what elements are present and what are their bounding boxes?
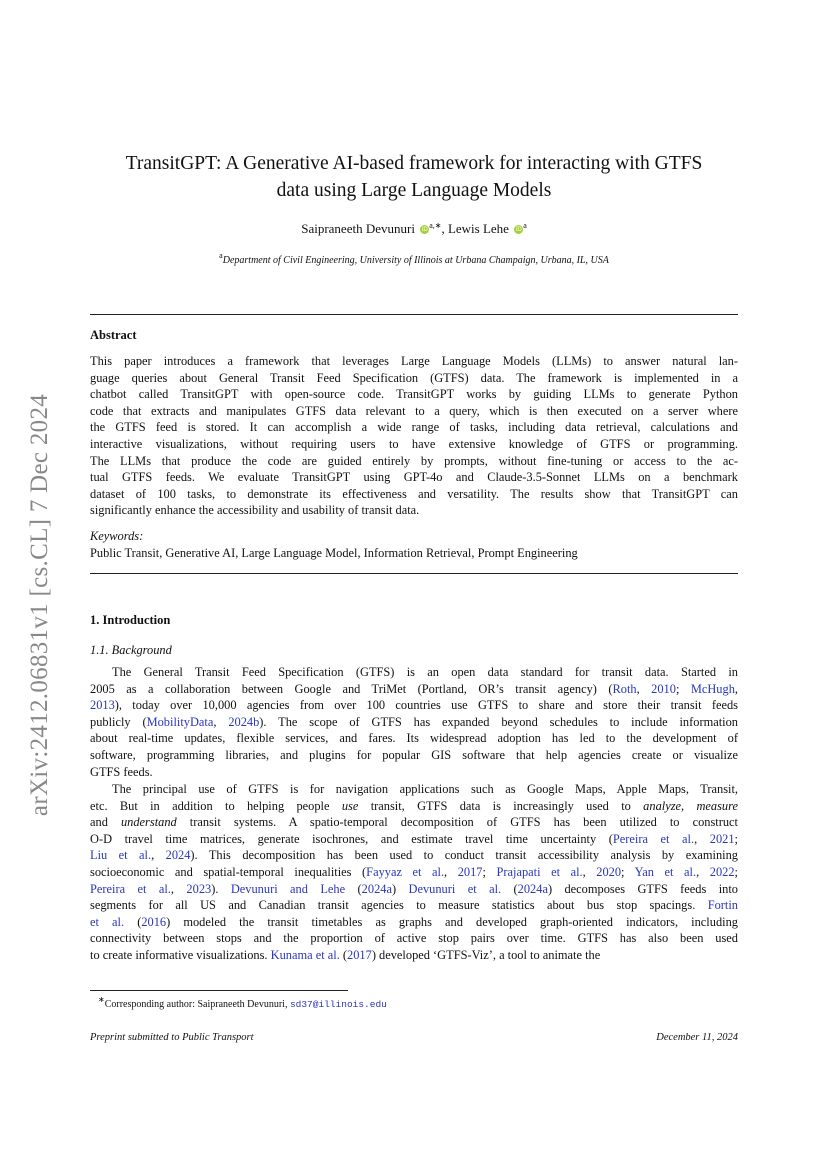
text-segment: , [444,864,458,879]
text-segment: ) [391,881,409,896]
citation-link[interactable]: Yan et al. [634,864,697,879]
paragraph-line [90,947,738,964]
author-superscript: a [523,221,527,230]
author-name: Saipraneeth Devunuri [301,221,415,236]
text-segment: understand [120,815,177,830]
abstract-line: dataset of 100 tasks, to demonstrate its effectiveness and versatility. The results show that TransitGPT can [90,486,738,501]
paragraph-line [90,847,738,864]
text-segment: ; [675,681,691,696]
citation-link[interactable]: 2023 [186,881,212,896]
text-segment: analyze [643,798,682,813]
abstract-line: guage queries about General Transit Feed Specification (GTFS) data. The framework is implemented in a [90,370,738,385]
text-segment: segments for all US and Canadian transit agencies to measure statistics about bus stop spacings. [90,898,708,913]
citation-link[interactable]: 2024b [228,714,260,729]
text-segment: use [341,798,359,813]
paragraph-line [90,798,738,815]
paragraph-line [90,881,738,898]
citation-link[interactable]: 2024a [361,881,392,896]
text-segment: , [681,798,697,813]
citation-link[interactable]: Kunama et al. [270,947,340,962]
text-segment: connectivity between stops and the proportion of active stop pairs over time. GTFS has also been used [90,931,738,946]
abstract-line: chatbot called TransitGPT with open-source code. TransitGPT works by guiding LLMs to generate Python [90,387,738,402]
citation-link[interactable]: Devunuri and Lehe [230,881,346,896]
text-segment: , [636,681,652,696]
text-segment: measure [696,798,738,813]
text-segment: ( [501,881,518,896]
text-segment: about real-time updates, flexible services, and fares. Its widespread adoption has led to the development of [90,731,738,746]
paragraph-line [90,747,738,764]
abstract-line: This paper introduces a framework that leverages Large Language Models (LLMs) to answer natural lan- [90,354,738,368]
abstract-line: code that extracts and manipulates GTFS data relevant to a query, which is then executed on a server where [90,403,738,418]
citation-link[interactable]: 2016 [141,914,167,929]
footer-date: December 11, 2024 [656,1032,738,1043]
citation-link[interactable]: 2010 [651,681,676,696]
text-segment: , [694,831,710,846]
arxiv-sidebar [10,370,70,840]
citation-link[interactable]: McHugh [690,681,735,696]
abstract-line: The LLMs that produce the code are guided entirely by prompts, without fine-tuning or access to the ac- [90,453,738,468]
paragraph-line [90,781,738,798]
text-segment: ), today over 10,000 agencies from over 100 countries use GTFS to share and store their transit feeds [114,698,738,713]
text-segment: , [582,864,597,879]
citation-link[interactable]: et al. [90,914,125,929]
text-segment: socioeconomic and spatial-temporal inequalities ( [90,864,367,879]
abstract-line: significantly enhance the accessibility and usability of transit data. [90,503,420,518]
title-line-2: data using Large Language Models [276,180,552,201]
paragraph-line [90,831,738,848]
citation-link[interactable]: Pereira et al. [612,831,695,846]
citation-link[interactable]: Prajapati et al. [496,864,583,879]
affiliation-superscript: a [219,251,223,260]
author-superscript: a,∗ [429,221,442,230]
divider [90,314,738,315]
title-line-1: TransitGPT: A Generative AI-based framework for interacting with GTFS [125,153,703,174]
paragraph-line [90,914,738,931]
intro-paragraph-2 [90,781,738,964]
keywords: Public Transit, Generative AI, Large Language Model, Information Retrieval, Prompt Engineering [90,546,578,560]
divider [90,573,738,574]
text-segment: The General Transit Feed Specification (GTFS) is an open data standard for transit data. Started in [112,665,738,679]
paragraph-line [90,897,738,914]
footnote [98,995,387,1010]
abstract-body [90,353,738,519]
text-segment: transit, GTFS data is increasingly used to [358,798,644,813]
text-segment: and [90,815,121,830]
affiliation-text: Department of Civil Engineering, University of Illinois at Urbana Champaign, Urbana, IL, USA [222,255,609,266]
text-segment: etc. But in addition to helping people [90,798,342,813]
abstract-line: tual GTFS feeds. We evaluate TransitGPT using GPT-4o and Claude-3.5-Sonnet LLMs on a benchmark [90,470,738,485]
text-segment: GTFS feeds. [90,764,153,779]
citation-link[interactable]: Fayyaz et al. [366,864,445,879]
citation-link[interactable]: 2024a [517,881,548,896]
citation-link[interactable]: 2021 [709,831,735,846]
paper-title [90,150,738,204]
text-segment: ). The scope of GTFS has expanded beyond schedules to include information [259,714,738,729]
citation-link[interactable]: 2017 [347,947,372,962]
footnote-text: Corresponding author: Saipraneeth Devunuri, [104,999,290,1010]
paragraph-line [90,697,738,714]
text-segment: , [734,681,739,696]
text-segment: ; [734,831,738,846]
text-segment: ( [345,881,362,896]
citation-link[interactable]: MobilityData [146,714,214,729]
author-name: Lewis Lehe [447,221,509,236]
section-heading: 1. Introduction [90,613,171,627]
paragraph-line [90,814,738,831]
footer-journal: Preprint submitted to Public Transport [90,1032,254,1043]
text-segment: , [213,714,229,729]
citation-link[interactable]: Roth [612,681,637,696]
text-segment: O-D travel time matrices, generate isochrones, and estimate travel time uncertainty ( [90,831,613,846]
paragraph-line [90,930,738,947]
text-segment: ) modeled the transit timetables as graphs and developed graph-oriented indicators, including [166,914,738,929]
citation-link[interactable]: 2020 [596,864,622,879]
footnote-marker: ∗ [98,995,105,1004]
text-segment: ( [124,914,142,929]
text-segment: ; [734,864,738,879]
text-segment: 2005 as a collaboration between Google and TriMet (Portland, OR’s transit agency) ( [90,681,613,696]
author-list: Saipraneeth Devunuri $iD^{a,∗}$, Lewis Lehe $iD^a$ [301,221,527,236]
arxiv-identifier[interactable]: arXiv:2412.06831v1 [cs.CL] 7 Dec 2024 [26,393,53,817]
citation-link[interactable]: Devunuri et al. [408,881,502,896]
text-segment: , [696,864,710,879]
text-segment: publicly ( [90,714,147,729]
text-segment: software, programming libraries, and plugins for popular GIS software that help agencies create or visualize [90,747,738,762]
affiliation [90,251,738,266]
orcid-icon[interactable]: iD [421,226,428,233]
text-segment: ) decomposes GTFS feeds into [547,881,738,896]
citation-link[interactable]: 2017 [457,864,483,879]
citation-link[interactable]: 2022 [709,864,735,879]
text-segment: ; [621,864,635,879]
abstract-heading: Abstract [90,328,137,342]
subsection-heading: 1.1. Background [90,643,172,657]
abstract-line: interactive visualizations, without requiring users to have extensive knowledge of GTFS or programming. [90,436,738,451]
text-segment: ( [339,947,348,962]
text-segment: ). [211,881,231,896]
text-segment: transit systems. A spatio-temporal decomposition of GTFS has been utilized to construct [176,815,738,830]
paragraph-line [90,864,738,881]
keywords-label: Keywords: [90,529,144,543]
footnote-rule [90,990,348,991]
citation-link[interactable]: 2013 [90,698,115,713]
abstract-line: the GTFS feed is stored. It can accomplish a wide range of tasks, including data retrieval, calculations and [90,420,738,435]
text-segment: ). This decomposition has been used to conduct transit accessibility analysis by examining [190,848,738,863]
paragraph-line [90,714,738,731]
email-link[interactable]: sd37@illinois.edu [289,999,387,1010]
citation-link[interactable]: Pereira et al. [90,881,171,896]
orcid-icon[interactable]: iD [515,226,522,233]
citation-link[interactable]: 2024 [165,848,191,863]
text-segment: , [151,848,166,863]
text-segment: ; [482,864,497,879]
citation-link[interactable]: Fortin [707,898,738,913]
paragraph-line [90,664,738,681]
intro-paragraph-1 [90,664,738,780]
paragraph-line [90,764,738,781]
text-segment: The principal use of GTFS is for navigation applications such as Google Maps, Apple Maps, Transit, [112,782,738,796]
paragraph-line [90,681,738,698]
text-segment: , [170,881,187,896]
text-segment: ) developed ‘GTFS-Viz’, a tool to animate the [371,947,601,962]
paragraph-line [90,730,738,747]
citation-link[interactable]: Liu et al. [90,848,152,863]
text-segment: to create informative visualizations. [90,947,271,962]
